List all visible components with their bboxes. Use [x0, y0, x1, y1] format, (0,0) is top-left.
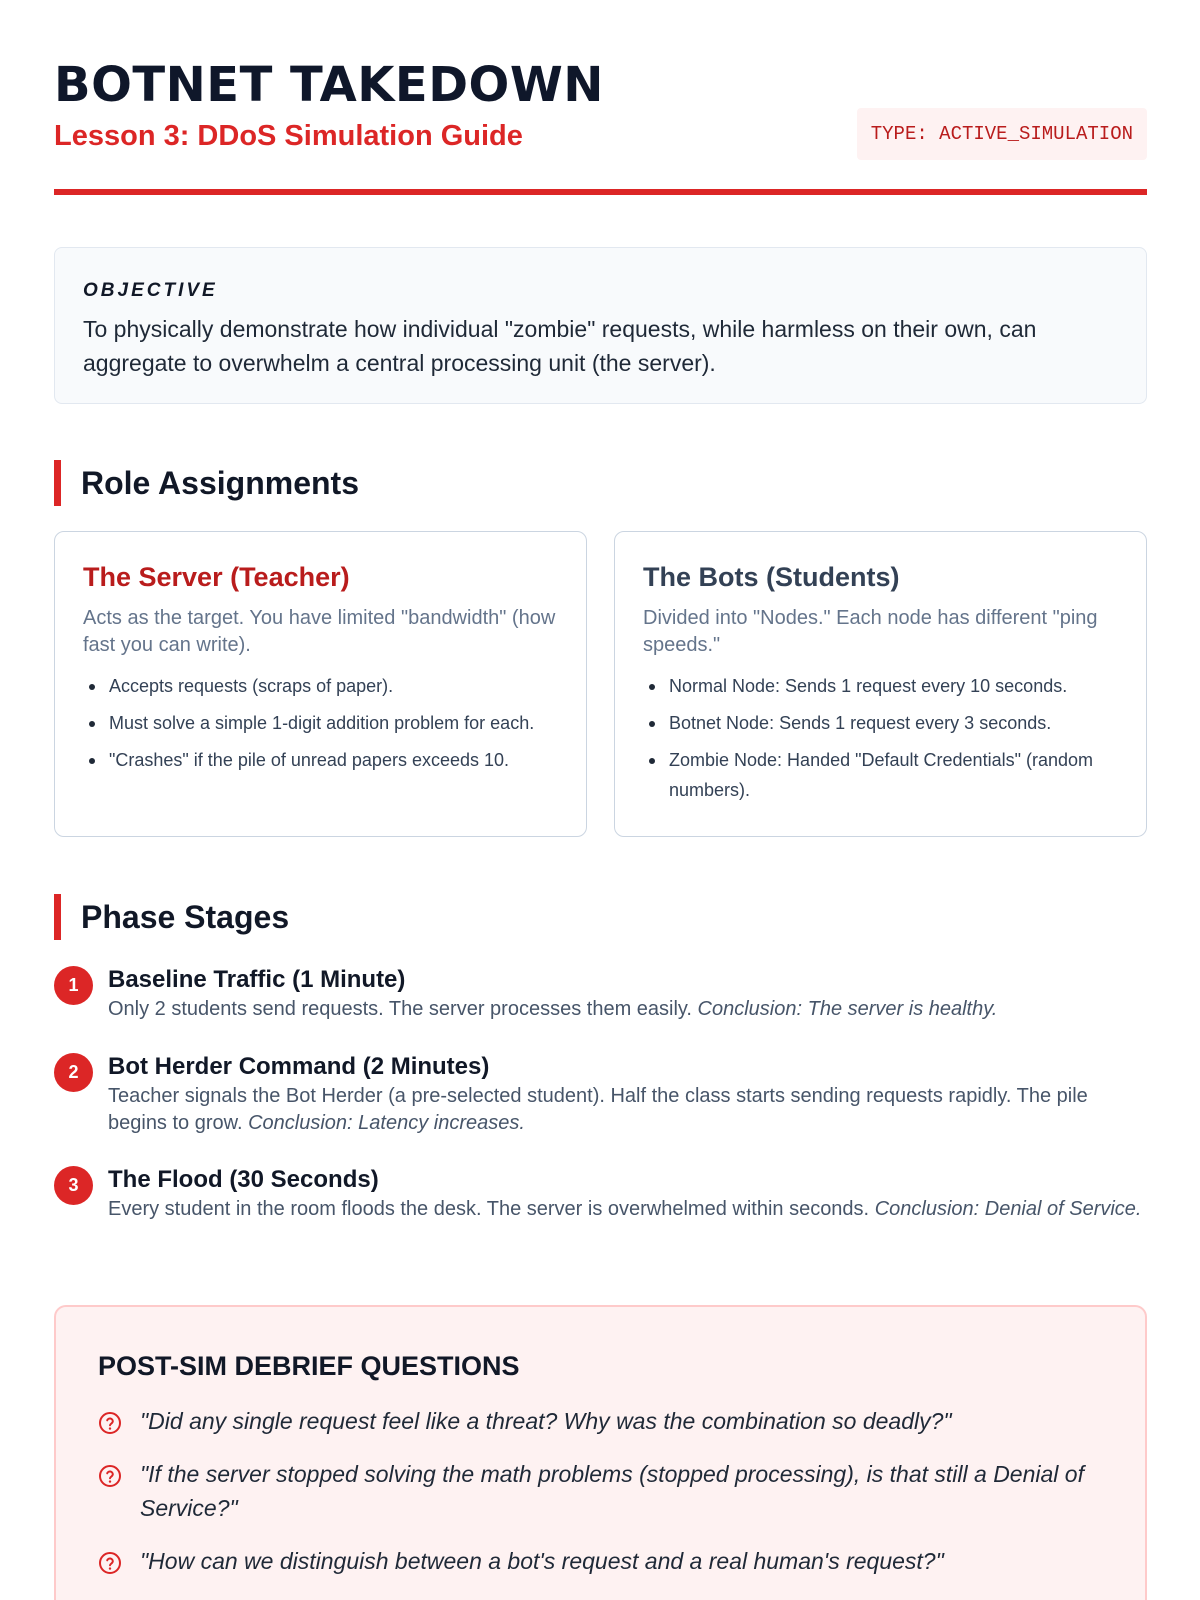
phase-conclusion: Conclusion: Latency increases.	[248, 1112, 525, 1134]
phase-text	[108, 1083, 1147, 1137]
section-heading-roles: Role Assignments	[54, 460, 359, 506]
list-item: Botnet Node: Sends 1 request every 3 seconds.	[643, 708, 1118, 738]
phase-title: The Flood (30 Seconds)	[108, 1166, 379, 1193]
role-title: The Server (Teacher)	[83, 562, 350, 592]
question-circle-icon	[98, 1411, 122, 1435]
phase-number-badge: 3	[54, 1166, 93, 1205]
objective-box	[54, 247, 1147, 404]
phase-description: Only 2 students send requests. The server processes them easily.	[108, 998, 692, 1020]
type-badge: TYPE: ACTIVE_SIMULATION	[857, 108, 1147, 160]
debrief-question-text: "How can we distinguish between a bot's request and a real human's request?"	[140, 1548, 944, 1574]
page-header	[54, 0, 1147, 195]
question-circle-icon	[98, 1464, 122, 1488]
phase-title: Bot Herder Command (2 Minutes)	[108, 1053, 490, 1080]
role-card-bots	[614, 531, 1147, 837]
role-card-server	[54, 531, 587, 837]
debrief-title: POST-SIM DEBRIEF QUESTIONS	[98, 1351, 520, 1381]
page-title: BOTNET TAKEDOWN	[54, 57, 604, 113]
debrief-question-text: "If the server stopped solving the math problems (stopped processing), is that still a Denial of Service?"	[140, 1461, 1084, 1521]
debrief-question	[98, 1544, 1103, 1578]
list-item: Zombie Node: Handed "Default Credentials" (random numbers).	[643, 745, 1118, 805]
section-heading-phases: Phase Stages	[54, 894, 289, 940]
list-item: Normal Node: Sends 1 request every 10 seconds.	[643, 671, 1118, 701]
lesson-page	[54, 0, 1147, 1574]
phase-item	[54, 1051, 1147, 1137]
phase-number-badge: 2	[54, 1053, 93, 1092]
phase-number-badge: 1	[54, 966, 93, 1005]
list-item: Accepts requests (scraps of paper).	[83, 671, 558, 701]
phase-description: Teacher signals the Bot Herder (a pre-selected student). Half the class starts sending requests rapidly. The pile begins to grow.	[108, 1085, 1088, 1134]
role-list	[643, 671, 1118, 805]
list-item: Must solve a simple 1-digit addition problem for each.	[83, 708, 558, 738]
role-description: Acts as the target. You have limited "bandwidth" (how fast you can write).	[83, 607, 556, 656]
debrief-question-text: "Did any single request feel like a threat? Why was the combination so deadly?"	[140, 1408, 952, 1434]
debrief-question-list	[98, 1404, 1103, 1578]
objective-label: OBJECTIVE	[83, 280, 218, 301]
phase-text	[108, 1196, 1147, 1223]
list-item: "Crashes" if the pile of unread papers exceeds 10.	[83, 745, 558, 775]
phase-conclusion: Conclusion: The server is healthy.	[697, 998, 998, 1020]
page-subtitle: Lesson 3: DDoS Simulation Guide	[54, 120, 523, 152]
phase-conclusion: Conclusion: Denial of Service.	[874, 1198, 1142, 1220]
debrief-question	[98, 1404, 1103, 1438]
role-list	[83, 671, 558, 775]
role-description: Divided into "Nodes." Each node has different "ping speeds."	[643, 607, 1098, 656]
phase-description: Every student in the room floods the desk. The server is overwhelmed within seconds.	[108, 1198, 870, 1220]
debrief-question	[98, 1457, 1103, 1525]
role-title: The Bots (Students)	[643, 562, 900, 592]
phase-item	[54, 964, 1147, 1023]
objective-text: To physically demonstrate how individual "zombie" requests, while harmless on their own, can aggregate to overwhelm a central processing unit (the server).	[83, 316, 1037, 376]
phase-item	[54, 1164, 1147, 1223]
debrief-box	[54, 1305, 1147, 1600]
question-circle-icon	[98, 1551, 122, 1575]
phase-title: Baseline Traffic (1 Minute)	[108, 966, 406, 993]
phase-text	[108, 996, 1147, 1023]
